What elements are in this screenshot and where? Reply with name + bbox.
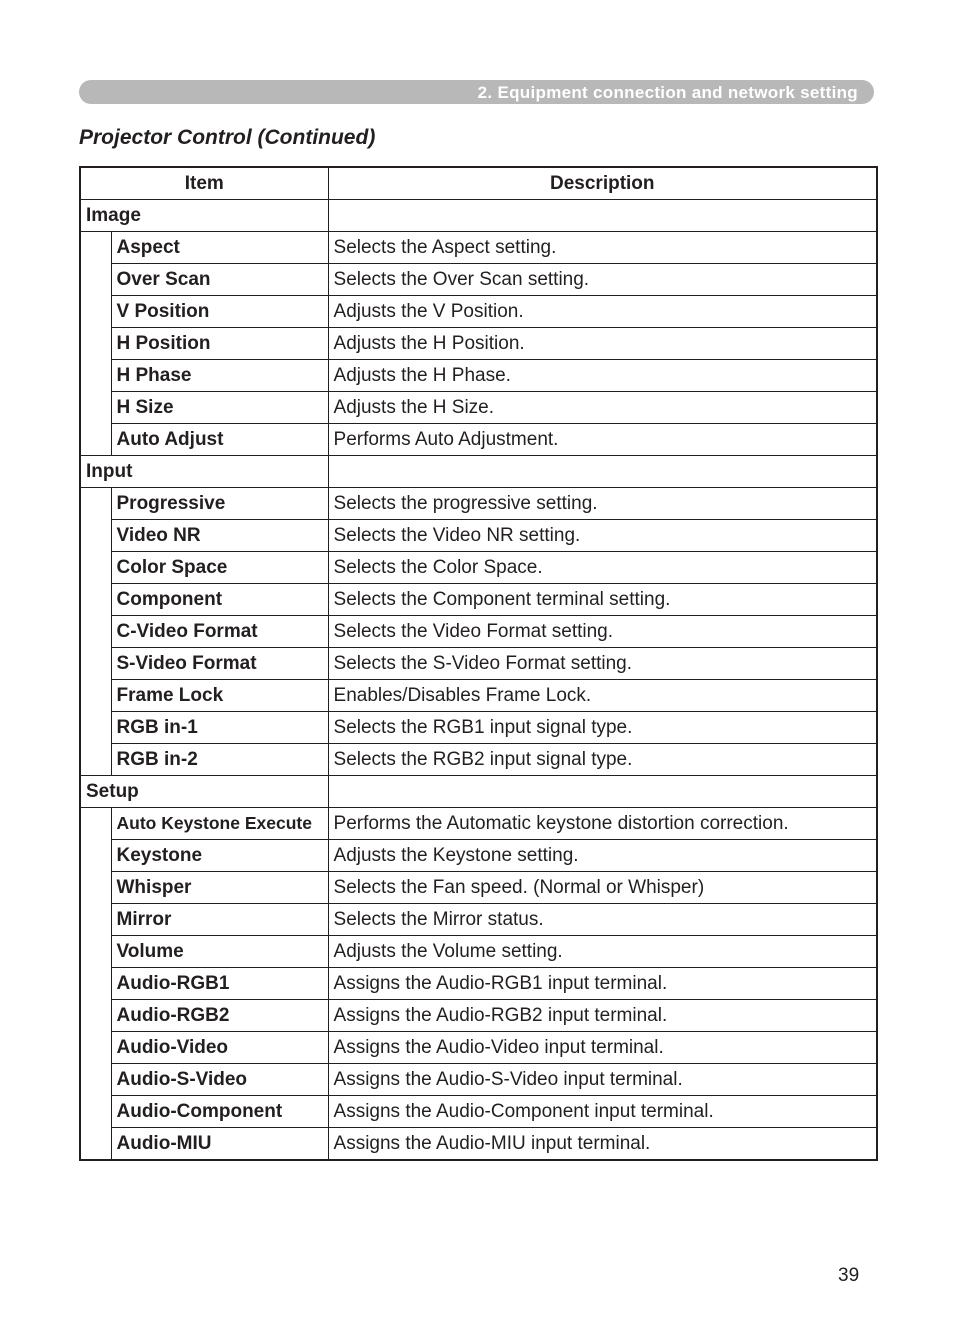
item-name: Auto Adjust [111, 424, 328, 456]
row-indent [80, 1064, 111, 1096]
table-row [80, 1032, 877, 1064]
row-indent [80, 680, 111, 712]
item-description: Enables/Disables Frame Lock. [328, 680, 877, 712]
table-row [80, 936, 877, 968]
category-description-empty [328, 200, 877, 232]
table-row [80, 616, 877, 648]
item-description: Assigns the Audio-MIU input terminal. [328, 1128, 877, 1161]
row-indent [80, 744, 111, 776]
table-row [80, 904, 877, 936]
item-name: Audio-MIU [111, 1128, 328, 1161]
item-name: H Phase [111, 360, 328, 392]
item-description: Selects the RGB2 input signal type. [328, 744, 877, 776]
section-header-bar [79, 80, 874, 104]
item-description: Selects the Video NR setting. [328, 520, 877, 552]
category-label: Setup [80, 776, 328, 808]
category-description-empty [328, 456, 877, 488]
table-row [80, 296, 877, 328]
table-row [80, 680, 877, 712]
item-description: Selects the RGB1 input signal type. [328, 712, 877, 744]
table-row [80, 392, 877, 424]
item-description: Selects the Fan speed. (Normal or Whisper) [328, 872, 877, 904]
section-header-label: 2. Equipment connection and network setting [477, 83, 858, 102]
item-name: Keystone [111, 840, 328, 872]
item-description: Adjusts the H Size. [328, 392, 877, 424]
table-row [80, 424, 877, 456]
table-row [80, 1000, 877, 1032]
row-indent [80, 712, 111, 744]
table-row [80, 360, 877, 392]
row-indent [80, 360, 111, 392]
column-header-item: Item [80, 167, 328, 200]
item-description: Selects the Video Format setting. [328, 616, 877, 648]
table-row [80, 840, 877, 872]
item-description: Assigns the Audio-RGB2 input terminal. [328, 1000, 877, 1032]
item-description: Performs the Automatic keystone distortion correction. [328, 808, 877, 840]
item-name: Frame Lock [111, 680, 328, 712]
item-name: Auto Keystone Execute [111, 808, 328, 840]
table-body [80, 200, 877, 1161]
row-indent [80, 616, 111, 648]
item-name: Audio-Video [111, 1032, 328, 1064]
item-name: V Position [111, 296, 328, 328]
item-name: Audio-S-Video [111, 1064, 328, 1096]
item-name: Over Scan [111, 264, 328, 296]
table-row [80, 488, 877, 520]
table-row [80, 648, 877, 680]
item-description: Performs Auto Adjustment. [328, 424, 877, 456]
item-description: Selects the Component terminal setting. [328, 584, 877, 616]
row-indent [80, 904, 111, 936]
item-name: RGB in-2 [111, 744, 328, 776]
table-row [80, 968, 877, 1000]
row-indent [80, 1000, 111, 1032]
row-indent [80, 328, 111, 360]
item-name: Component [111, 584, 328, 616]
item-description: Adjusts the Volume setting. [328, 936, 877, 968]
table-row [80, 232, 877, 264]
category-row [80, 456, 877, 488]
projector-control-table [79, 166, 878, 1161]
item-description: Assigns the Audio-RGB1 input terminal. [328, 968, 877, 1000]
item-name: S-Video Format [111, 648, 328, 680]
row-indent [80, 808, 111, 840]
row-indent [80, 1096, 111, 1128]
category-row [80, 776, 877, 808]
row-indent [80, 872, 111, 904]
item-description: Assigns the Audio-S-Video input terminal. [328, 1064, 877, 1096]
row-indent [80, 264, 111, 296]
item-description: Adjusts the H Phase. [328, 360, 877, 392]
page-number: 39 [838, 1265, 860, 1286]
table-row [80, 1096, 877, 1128]
row-indent [80, 488, 111, 520]
page-title: Projector Control (Continued) [79, 126, 376, 149]
item-name: Video NR [111, 520, 328, 552]
item-description: Selects the Color Space. [328, 552, 877, 584]
table-row [80, 808, 877, 840]
item-description: Assigns the Audio-Video input terminal. [328, 1032, 877, 1064]
item-description: Adjusts the Keystone setting. [328, 840, 877, 872]
row-indent [80, 968, 111, 1000]
row-indent [80, 296, 111, 328]
row-indent [80, 424, 111, 456]
table-row [80, 264, 877, 296]
item-name: C-Video Format [111, 616, 328, 648]
table-row [80, 872, 877, 904]
item-description: Selects the progressive setting. [328, 488, 877, 520]
item-name: Audio-RGB2 [111, 1000, 328, 1032]
item-name: Audio-RGB1 [111, 968, 328, 1000]
item-description: Selects the Over Scan setting. [328, 264, 877, 296]
item-name: Color Space [111, 552, 328, 584]
column-header-description: Description [328, 167, 877, 200]
category-label: Image [80, 200, 328, 232]
table-row [80, 744, 877, 776]
table-row [80, 520, 877, 552]
item-description: Assigns the Audio-Component input terminal. [328, 1096, 877, 1128]
row-indent [80, 520, 111, 552]
row-indent [80, 936, 111, 968]
table-row [80, 1064, 877, 1096]
item-name: Whisper [111, 872, 328, 904]
item-name: Progressive [111, 488, 328, 520]
item-name: Audio-Component [111, 1096, 328, 1128]
table-row [80, 584, 877, 616]
item-name: Volume [111, 936, 328, 968]
category-label: Input [80, 456, 328, 488]
item-description: Adjusts the V Position. [328, 296, 877, 328]
row-indent [80, 648, 111, 680]
row-indent [80, 840, 111, 872]
item-description: Selects the Aspect setting. [328, 232, 877, 264]
table-header-row [80, 167, 877, 200]
item-description: Selects the Mirror status. [328, 904, 877, 936]
row-indent [80, 584, 111, 616]
item-name: RGB in-1 [111, 712, 328, 744]
row-indent [80, 1128, 111, 1161]
item-description: Selects the S-Video Format setting. [328, 648, 877, 680]
table-row [80, 328, 877, 360]
category-row [80, 200, 877, 232]
item-name: Aspect [111, 232, 328, 264]
table-row [80, 552, 877, 584]
item-description: Adjusts the H Position. [328, 328, 877, 360]
row-indent [80, 1032, 111, 1064]
item-name: H Position [111, 328, 328, 360]
table-row [80, 1128, 877, 1161]
row-indent [80, 232, 111, 264]
row-indent [80, 552, 111, 584]
table-row [80, 712, 877, 744]
item-name: Mirror [111, 904, 328, 936]
category-description-empty [328, 776, 877, 808]
item-name: H Size [111, 392, 328, 424]
row-indent [80, 392, 111, 424]
